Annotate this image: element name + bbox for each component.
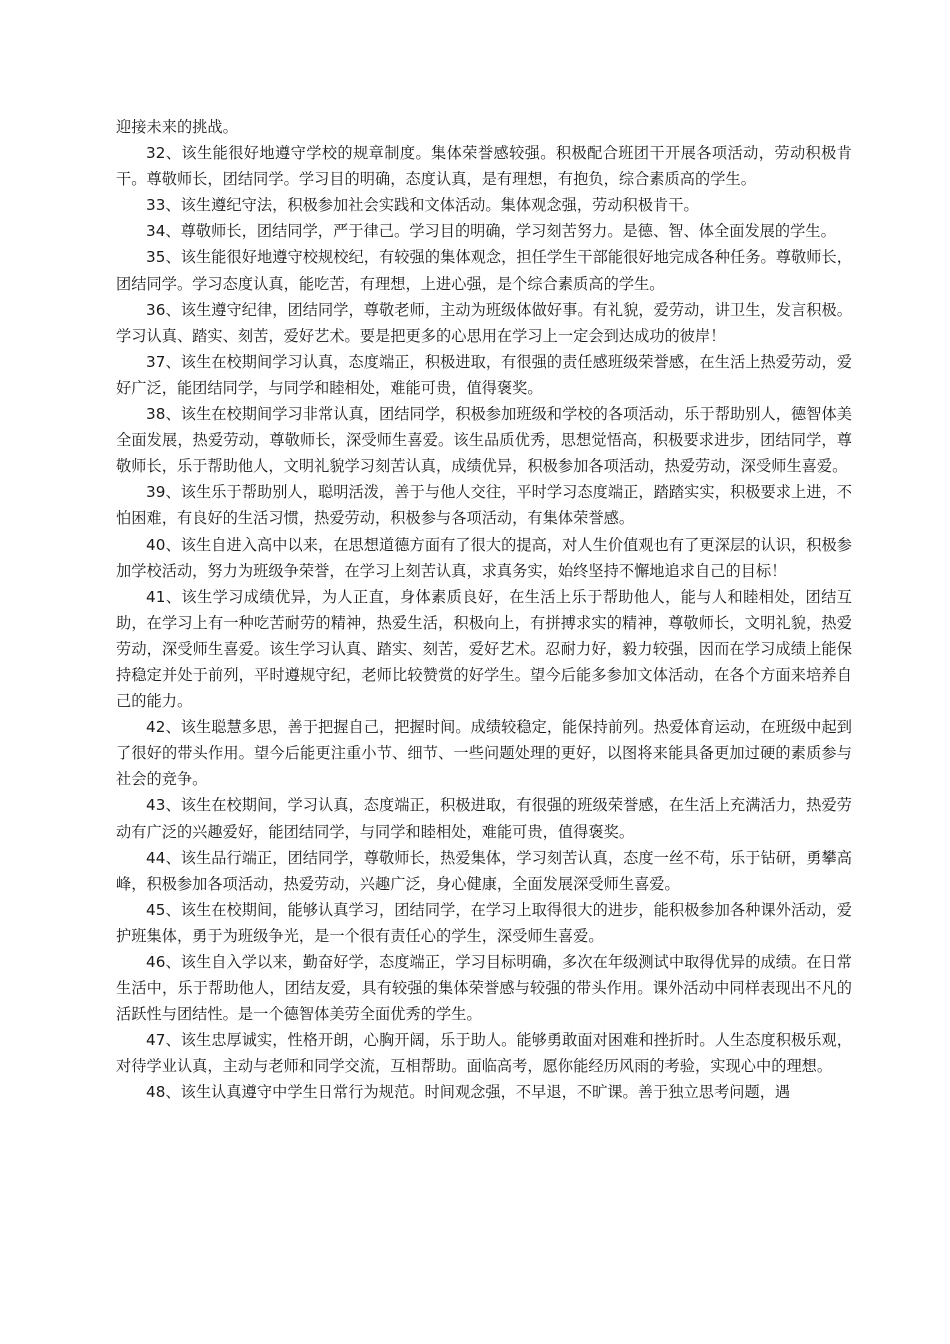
paragraph-32: 32、该生能很好地遵守学校的规章制度。集体荣誉感较强。积极配合班团干开展各项活动，劳动积极肯干。尊敬师长，团结同学。学习目的明确，态度认真，是有理想，有抱负，综合素质高的学生。 (116, 144, 852, 189)
paragraph-33: 33、该生遵纪守法，积极参加社会实践和文体活动。集体观念强，劳动积极肯干。 (146, 196, 699, 215)
paragraph-38: 38、该生在校期间学习非常认真，团结同学，积极参加班级和学校的各项活动，乐于帮助别人，德智体美全面发展，热爱劳动，尊敬师长，深受师生喜爱。该生品质优秀，思想觉悟高，积极要求进步，团结同学，尊敬师长，乐于帮助他人，文明礼貌学习刻苦认真，成绩优异，积极参加各项活动，热爱劳动，深受师生喜爱。 (116, 405, 852, 476)
paragraph-37: 37、该生在校期间学习认真，态度端正，积极进取，有很强的责任感班级荣誉感，在生活上热爱劳动，爱好广泛，能团结同学，与同学和睦相处，难能可贵，值得褒奖。 (116, 352, 852, 397)
paragraph-43: 43、该生在校期间，学习认真，态度端正，积极进取，有很强的班级荣誉感，在生活上充满活力，热爱劳动有广泛的兴趣爱好，能团结同学，与同学和睦相处，难能可贵，值得褒奖。 (116, 796, 852, 841)
paragraph-34: 34、尊敬师长，团结同学，严于律己。学习目的明确，学习刻苦努力。是德、智、体全面发展的学生。 (146, 222, 836, 241)
paragraph-41: 41、该生学习成绩优异，为人正直，身体素质良好，在生活上乐于帮助他人，能与人和睦相处，团结互助，在学习上有一种吃苦耐劳的精神，热爱生活，积极向上，有拼搏求实的精神，尊敬师长，文明礼貌，热爱劳动，深受师生喜爱。该生学习认真、踏实、刻苦，爱好艺术。忍耐力好，毅力较强，因而在学习成绩上能保持稳定并处于前列，平时遵规守纪，老师比较赞赏的好学生。望今后能多参加文体活动，在各个方面来培养自己的能力。 (116, 587, 852, 711)
paragraph-42: 42、该生聪慧多思，善于把握自己，把握时间。成绩较稳定，能保持前列。热爱体育运动，在班级中起到了很好的带头作用。望今后能更注重小节、细节、一些问题处理的更好，以图将来能具备更加过硬的素质参与社会的竞争。 (116, 718, 852, 789)
paragraph-44: 44、该生品行端正，团结同学，尊敬师长，热爱集体，学习刻苦认真，态度一丝不苟，乐于钻研，勇攀高峰，积极参加各项活动，热爱劳动，兴趣广泛，身心健康，全面发展深受师生喜爱。 (116, 848, 852, 893)
paragraph-45: 45、该生在校期间，能够认真学习，团结同学，在学习上取得很大的进步，能积极参加各种课外活动，爱护班集体，勇于为班级争光，是一个很有责任心的学生，深受师生喜爱。 (116, 900, 852, 945)
paragraph-46: 46、该生自入学以来，勤奋好学，态度端正，学习目标明确，多次在年级测试中取得优异的成绩。在日常生活中，乐于帮助他人，团结友爱，具有较强的集体荣誉感与较强的带头作用。课外活动中同样表现出不凡的活跃性与团结性。是一个德智体美劳全面优秀的学生。 (116, 953, 852, 1024)
paragraph-39: 39、该生乐于帮助别人，聪明活泼，善于与他人交往，平时学习态度端正，踏踏实实，积极要求上进，不怕困难，有良好的生活习惯，热爱劳动，积极参与各项活动，有集体荣誉感。 (116, 483, 852, 528)
paragraph-35: 35、该生能很好地遵守校规校纪，有较强的集体观念，担任学生干部能很好地完成各种任务。尊敬师长，团结同学。学习态度认真，能吃苦，有理想，上进心强，是个综合素质高的学生。 (116, 248, 852, 293)
paragraph-47: 47、该生忠厚诚实，性格开朗，心胸开阔，乐于助人。能够勇敢面对困难和挫折时。人生态度积极乐观，对待学业认真，主动与老师和同学交流，互相帮助。面临高考，愿你能经历风雨的考验，实现心中的理想。 (116, 1031, 852, 1076)
paragraph-40: 40、该生自进入高中以来，在思想道德方面有了很大的提高，对人生价值观也有了更深层的认识，积极参加学校活动，努力为班级争荣誉，在学习上刻苦认真，求真务实，始终坚持不懈地追求自己的目标！ (116, 535, 852, 580)
paragraph-36: 36、该生遵守纪律，团结同学，尊敬老师，主动为班级体做好事。有礼貌，爱劳动，讲卫生，发言积极。学习认真、踏实、刻苦，爱好艺术。要是把更多的心思用在学习上一定会到达成功的彼岸！ (116, 300, 852, 345)
paragraph-48: 48、该生认真遵守中学生日常行为规范。时间观念强，不早退，不旷课。善于独立思考问题，遇 (146, 1083, 791, 1102)
document-body (116, 114, 852, 1106)
paragraph-continuation: 迎接未来的挑战。 (116, 118, 238, 136)
